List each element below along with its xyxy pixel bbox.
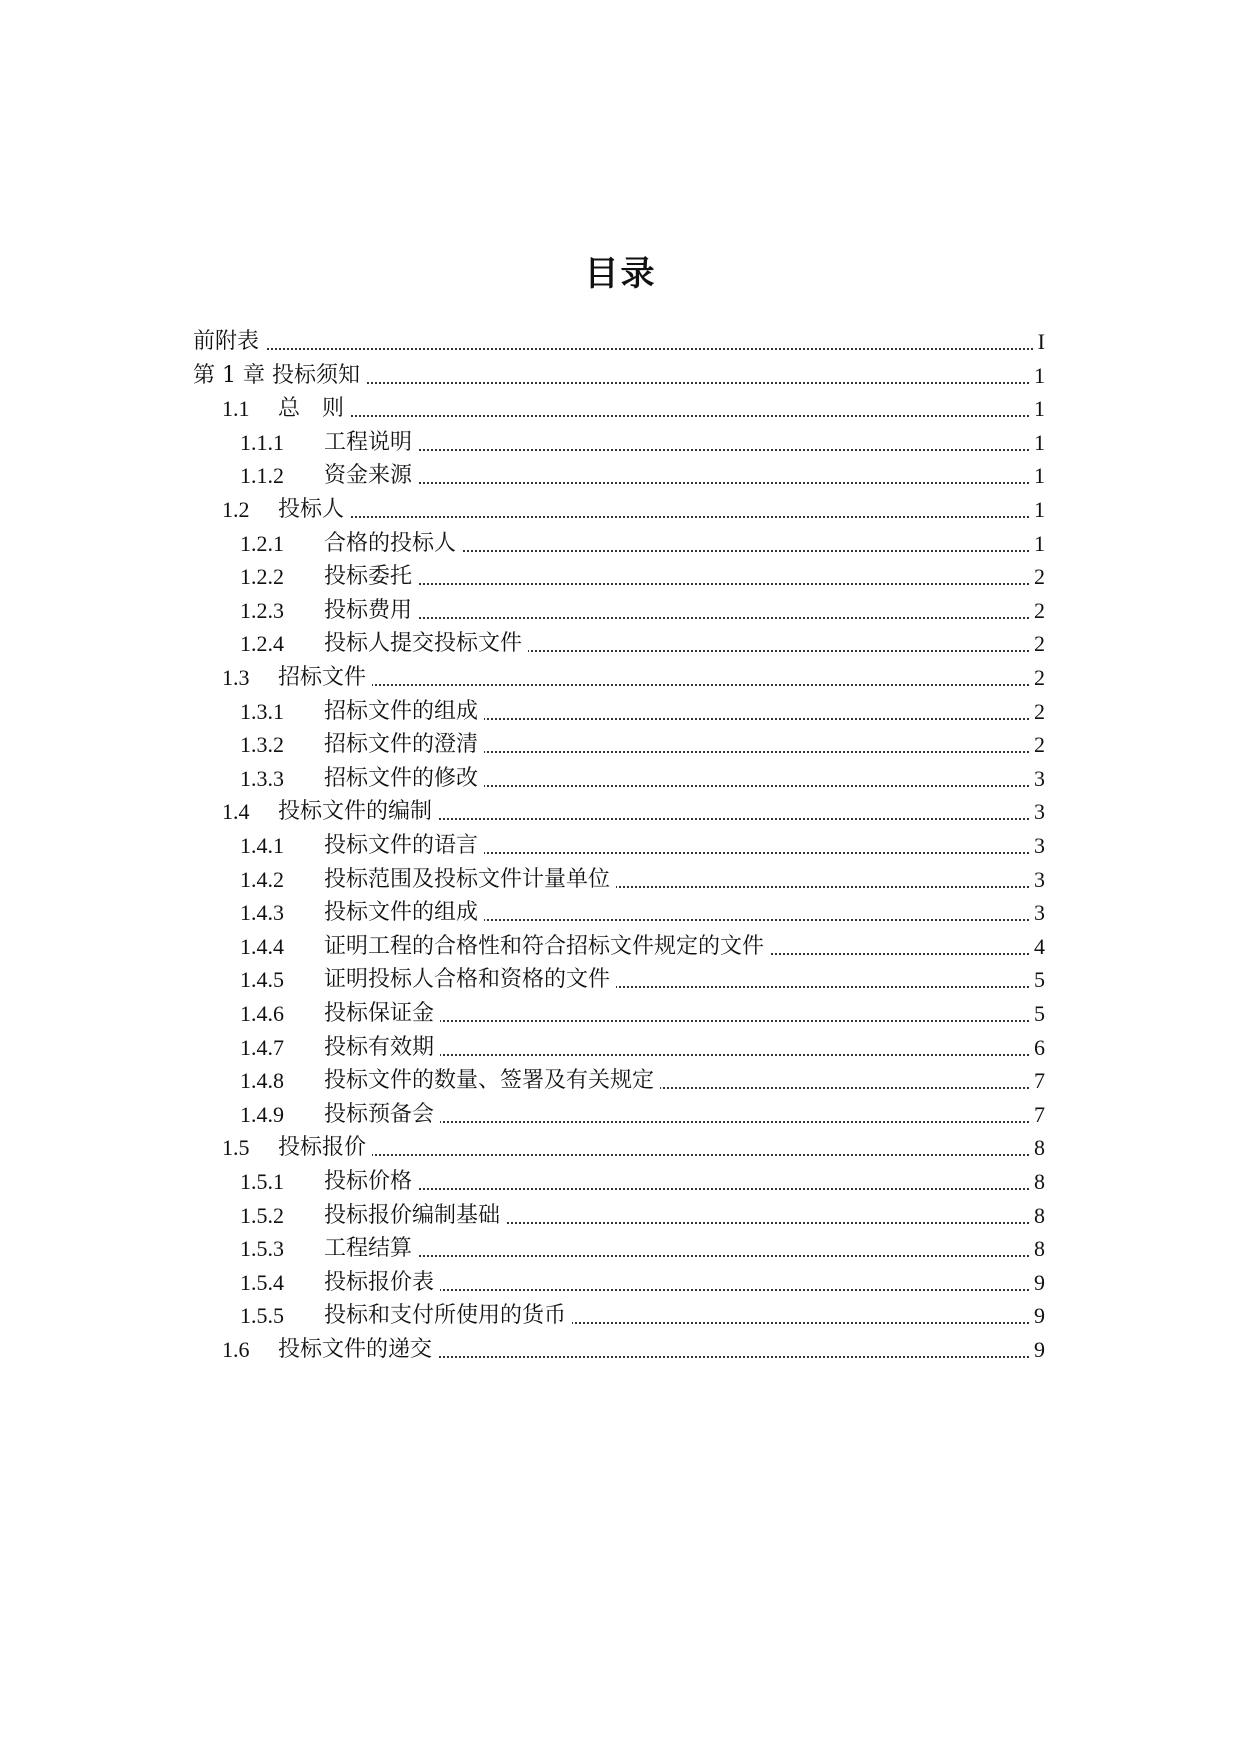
toc-page-number: 8 xyxy=(1031,1132,1045,1164)
toc-page-number: 3 xyxy=(1031,897,1045,929)
toc-entry[interactable] xyxy=(0,460,1241,492)
toc-entry-number: 1.2.4 xyxy=(240,631,284,657)
toc-entry-number: 1.5 xyxy=(222,1135,250,1161)
toc-dot-leader xyxy=(250,382,1041,384)
toc-entry-title: 投标委托 xyxy=(324,561,418,593)
toc-entry-title: 投标价格 xyxy=(324,1166,418,1198)
toc-page-number: 9 xyxy=(1031,1267,1045,1299)
toc-page-number: 2 xyxy=(1031,696,1045,728)
toc-dot-leader xyxy=(324,583,1041,585)
toc-entry[interactable] xyxy=(0,763,1241,795)
toc-dot-leader xyxy=(324,482,1041,484)
toc-entry[interactable] xyxy=(0,662,1241,694)
toc-entry-title: 投标和支付所使用的货币 xyxy=(324,1300,572,1332)
toc-entry-title: 投标人提交投标文件 xyxy=(324,628,528,660)
toc-entry-title: 前附表 xyxy=(193,326,265,358)
toc-entry[interactable] xyxy=(0,1200,1241,1232)
toc-entry[interactable] xyxy=(0,1099,1241,1131)
toc-entry[interactable] xyxy=(0,998,1241,1030)
toc-entry-number: 1.4.7 xyxy=(240,1034,284,1060)
toc-entry-title: 投标人 xyxy=(278,494,350,526)
toc-entry-number: 1.2.1 xyxy=(240,530,284,556)
toc-entry-number: 1.4.6 xyxy=(240,1001,284,1026)
toc-entry[interactable] xyxy=(0,1233,1241,1265)
toc-entry-title: 证明投标人合格和资格的文件 xyxy=(324,964,616,996)
toc-dot-leader xyxy=(278,415,1041,417)
toc-entry[interactable] xyxy=(0,1334,1241,1366)
toc-entry[interactable] xyxy=(0,628,1241,660)
toc-dot-leader xyxy=(250,348,1041,350)
toc-entry-title: 投标保证金 xyxy=(324,998,440,1030)
toc-entry[interactable] xyxy=(0,830,1241,862)
toc-entry[interactable] xyxy=(0,528,1241,560)
toc-page-number: 6 xyxy=(1031,1032,1045,1064)
toc-entry-number: 1.1 xyxy=(222,396,250,422)
toc-page-number: I xyxy=(1035,326,1045,358)
toc-entry[interactable] xyxy=(0,1132,1241,1164)
toc-page-number: 1 xyxy=(1031,528,1045,560)
toc-entry[interactable] xyxy=(0,1267,1241,1299)
toc-entry-title: 投标费用 xyxy=(324,595,418,627)
toc-page-number: 7 xyxy=(1031,1099,1045,1131)
toc-entry[interactable] xyxy=(0,964,1241,996)
toc-entry-number: 1.1.1 xyxy=(240,429,284,455)
toc-entry[interactable] xyxy=(0,1065,1241,1097)
toc-page-number: 2 xyxy=(1031,729,1045,761)
toc-dot-leader xyxy=(324,1188,1041,1190)
toc-page-number: 7 xyxy=(1031,1065,1045,1097)
toc-entry[interactable] xyxy=(0,326,1241,358)
toc-entry-title: 投标范围及投标文件计量单位 xyxy=(324,864,616,896)
toc-entry-title: 投标文件的递交 xyxy=(278,1334,438,1366)
toc-entry-number: 1.5.4 xyxy=(240,1269,284,1295)
toc-entry-number: 1.5.5 xyxy=(240,1303,284,1329)
toc-entry-title: 工程结算 xyxy=(324,1233,418,1265)
toc-entry-number: 1.3.1 xyxy=(240,698,284,724)
toc-entry-title: 合格的投标人 xyxy=(324,528,462,560)
toc-page-number: 8 xyxy=(1031,1200,1045,1232)
toc-page-number: 1 xyxy=(1031,393,1045,425)
toc-entry-title: 招标文件的组成 xyxy=(324,696,484,728)
toc-entry-title: 投标报价表 xyxy=(324,1267,440,1299)
toc-entry[interactable] xyxy=(0,494,1241,526)
toc-page-number: 2 xyxy=(1031,628,1045,660)
toc-dot-leader xyxy=(278,684,1041,686)
toc-page-number: 3 xyxy=(1031,763,1045,795)
toc-entry[interactable] xyxy=(0,796,1241,828)
toc-page-number: 4 xyxy=(1031,931,1045,963)
toc-entry-number: 1.4.4 xyxy=(240,933,284,959)
toc-entry-title: 招标文件 xyxy=(278,662,372,694)
toc-page-number: 5 xyxy=(1031,998,1045,1030)
toc-entry-title: 招标文件的澄清 xyxy=(324,729,484,761)
toc-page-number: 9 xyxy=(1031,1300,1045,1332)
toc-entry[interactable] xyxy=(0,1300,1241,1332)
toc-page-number: 1 xyxy=(1031,494,1045,526)
toc-entry-number: 1.5.3 xyxy=(240,1236,284,1262)
toc-entry-number: 1.1.2 xyxy=(240,463,284,489)
toc-entry-title: 投标文件的语言 xyxy=(324,830,484,862)
toc-entry[interactable] xyxy=(0,696,1241,728)
toc-entry-title: 招标文件的修改 xyxy=(324,763,484,795)
toc-dot-leader xyxy=(278,516,1041,518)
toc-entry-title: 证明工程的合格性和符合招标文件规定的文件 xyxy=(324,931,770,963)
toc-dot-leader xyxy=(278,1154,1041,1156)
toc-entry-number: 1.4.5 xyxy=(240,967,284,993)
toc-entry-number: 1.4.9 xyxy=(240,1101,284,1127)
toc-entry[interactable] xyxy=(0,393,1241,425)
toc-entry-title: 投标文件的数量、签署及有关规定 xyxy=(324,1065,660,1097)
toc-entry-title: 投标预备会 xyxy=(324,1099,440,1131)
toc-entry-number: 1.6 xyxy=(222,1337,250,1362)
toc-entry-number: 1.4.3 xyxy=(240,900,284,926)
toc-entry-title: 第 1 章 投标须知 xyxy=(193,360,366,392)
toc-page-number: 3 xyxy=(1031,830,1045,862)
toc-entry-title: 总 则 xyxy=(278,393,350,425)
toc-entry-title: 投标文件的组成 xyxy=(324,897,484,929)
toc-page-number: 1 xyxy=(1031,460,1045,492)
toc-page-number: 8 xyxy=(1031,1233,1045,1265)
toc-entry-title: 投标有效期 xyxy=(324,1032,440,1064)
toc-page-number: 3 xyxy=(1031,864,1045,896)
toc-entry-number: 1.2.2 xyxy=(240,564,284,590)
toc-entry-title: 投标报价 xyxy=(278,1132,372,1164)
toc-page-number: 2 xyxy=(1031,595,1045,627)
toc-entry-number: 1.5.2 xyxy=(240,1202,284,1228)
toc-entry-number: 1.3.3 xyxy=(240,765,284,791)
toc-page-number: 3 xyxy=(1031,796,1045,828)
toc-entry[interactable] xyxy=(0,864,1241,896)
toc-entry-title: 资金来源 xyxy=(324,460,418,492)
toc-entry[interactable] xyxy=(0,729,1241,761)
toc-entry-number: 1.4.2 xyxy=(240,866,284,892)
toc-entry-title: 工程说明 xyxy=(324,427,418,459)
toc-entry-number: 1.4 xyxy=(222,799,250,825)
toc-entry[interactable] xyxy=(0,427,1241,459)
page-title: 目录 xyxy=(584,254,657,294)
toc-entry-number: 1.4.1 xyxy=(240,833,284,858)
toc-entry-number: 1.3.2 xyxy=(240,732,284,758)
toc-entry-title: 投标报价编制基础 xyxy=(324,1200,506,1232)
toc-entry-number: 1.3 xyxy=(222,665,250,690)
toc-page-number: 8 xyxy=(1031,1166,1045,1198)
toc-entry[interactable] xyxy=(0,897,1241,929)
toc-page-number: 5 xyxy=(1031,964,1045,996)
toc-entry-number: 1.2 xyxy=(222,497,250,522)
toc-dot-leader xyxy=(324,617,1041,619)
toc-entry-number: 1.4.8 xyxy=(240,1068,284,1094)
toc-page-number: 9 xyxy=(1031,1334,1045,1366)
toc-entry-title: 投标文件的编制 xyxy=(278,796,438,828)
toc-entry[interactable] xyxy=(0,931,1241,963)
toc-page-number: 1 xyxy=(1031,427,1045,459)
toc-entry[interactable] xyxy=(0,561,1241,593)
toc-page-number: 2 xyxy=(1031,662,1045,694)
toc-entry[interactable] xyxy=(0,360,1241,392)
toc-entry[interactable] xyxy=(0,595,1241,627)
toc-entry[interactable] xyxy=(0,1166,1241,1198)
toc-entry-number: 1.5.1 xyxy=(240,1169,284,1194)
toc-dot-leader xyxy=(324,1255,1041,1257)
toc-dot-leader xyxy=(324,449,1041,451)
toc-page-number: 2 xyxy=(1031,561,1045,593)
toc-entry[interactable] xyxy=(0,1032,1241,1064)
toc-page-number: 1 xyxy=(1031,360,1045,392)
toc-entry-number: 1.2.3 xyxy=(240,597,284,623)
